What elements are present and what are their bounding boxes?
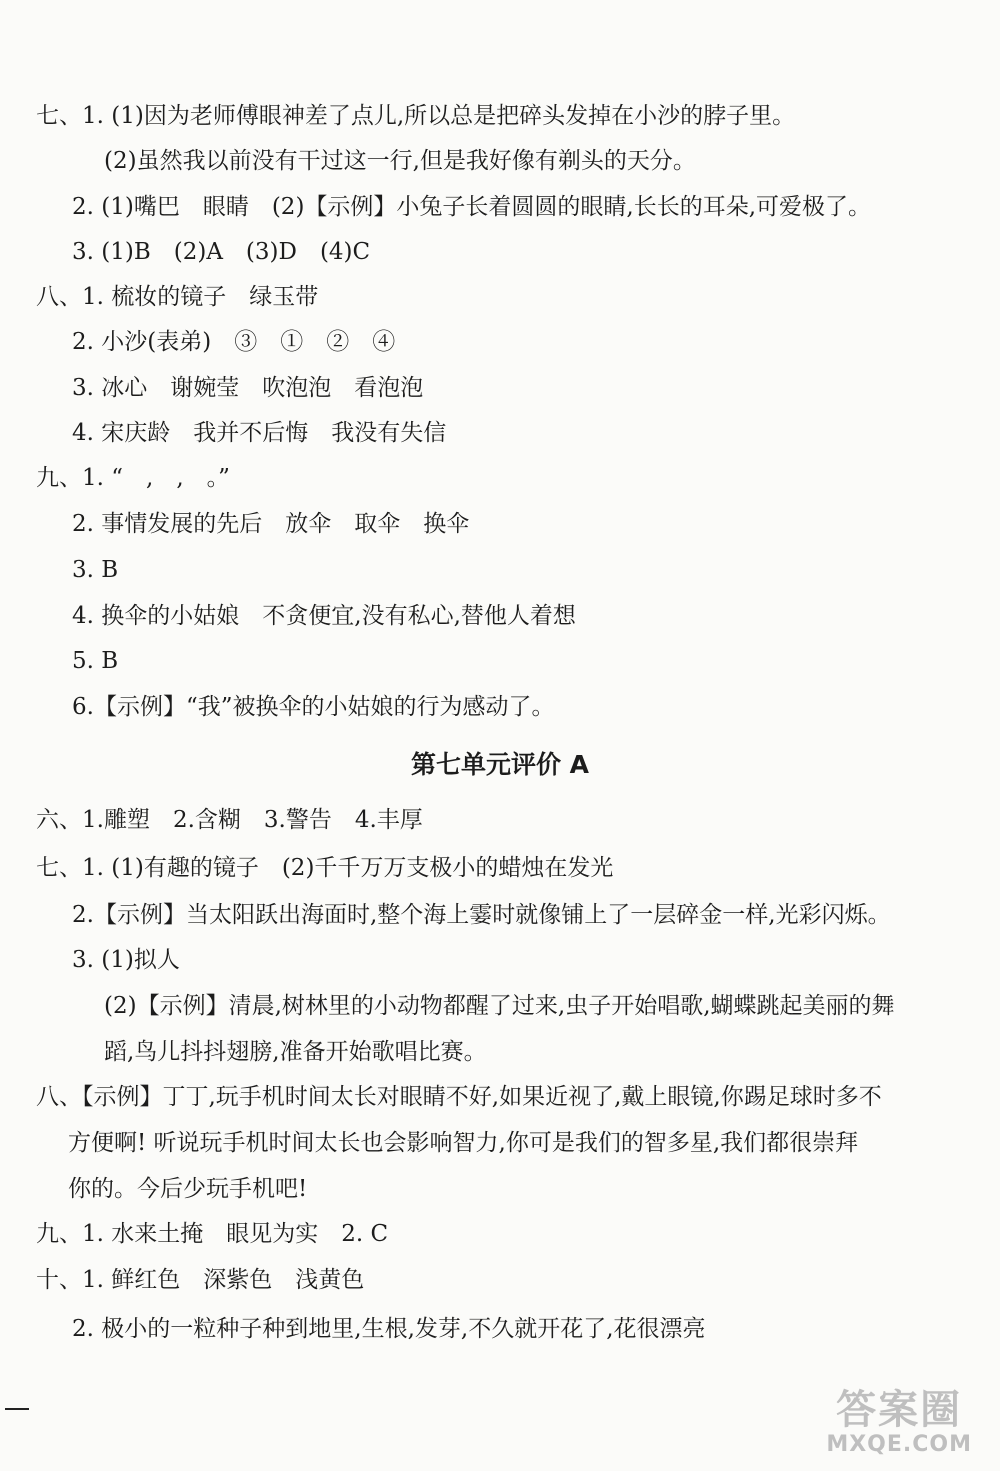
answer-line: 八、【示例】丁丁,玩手机时间太长对眼睛不好,如果近视了,戴上眼镜,你踢足球时多不: [36, 1084, 882, 1110]
answer-line: 九、1. “ , , 。”: [36, 465, 230, 491]
answer-line: 八、1. 梳妆的镜子 绿玉带: [36, 284, 319, 310]
answer-line: 6.【示例】“我”被换伞的小姑娘的行为感动了。: [72, 694, 555, 720]
answer-line: 你的。今后少玩手机吧!: [68, 1176, 308, 1202]
answer-line: 七、1. (1)因为老师傅眼神差了点儿,所以总是把碎头发掉在小沙的脖子里。: [36, 103, 796, 129]
answer-line: 3. (1)B (2)A (3)D (4)C: [72, 239, 371, 265]
watermark-logo: 答案圈: [836, 1387, 963, 1433]
answer-line: 3. B: [72, 557, 119, 583]
answer-line: 七、1. (1)有趣的镜子 (2)千千万万支极小的蜡烛在发光: [36, 855, 614, 881]
answer-line: 九、1. 水来土掩 眼见为实 2. C: [36, 1221, 389, 1247]
watermark: [826, 1388, 972, 1458]
answer-line: 方便啊! 听说玩手机时间太长也会影响智力,你可是我们的智多星,我们都很崇拜: [68, 1130, 859, 1156]
footer-rule: [5, 1408, 29, 1410]
answer-line: 2.【示例】当太阳跃出海面时,整个海上霎时就像铺上了一层碎金一样,光彩闪烁。: [72, 902, 891, 928]
answer-line: 六、1.雕塑 2.含糊 3.警告 4.丰厚: [36, 807, 423, 833]
answer-line: 2. (1)嘴巴 眼睛 (2)【示例】小兔子长着圆圆的眼睛,长长的耳朵,可爱极了。: [72, 194, 872, 220]
answer-line: 5. B: [72, 648, 119, 674]
watermark-url: MXQE.COM: [826, 1432, 972, 1457]
answer-line: 4. 换伞的小姑娘 不贪便宜,没有私心,替他人着想: [72, 603, 576, 629]
answer-line: 2. 小沙(表弟) ③ ① ② ④: [72, 329, 396, 355]
answer-line: 2. 极小的一粒种子种到地里,生根,发芽,不久就开花了,花很漂亮: [72, 1316, 706, 1342]
answer-line: 2. 事情发展的先后 放伞 取伞 换伞: [72, 511, 470, 537]
answer-line: 4. 宋庆龄 我并不后悔 我没有失信: [72, 420, 447, 446]
answer-line: 十、1. 鲜红色 深紫色 浅黄色: [36, 1267, 365, 1293]
answer-line: 3. 冰心 谢婉莹 吹泡泡 看泡泡: [72, 375, 424, 401]
answer-line: (2)虽然我以前没有干过这一行,但是我好像有剃头的天分。: [104, 148, 696, 174]
answer-line: 蹈,鸟儿抖抖翅膀,准备开始歌唱比赛。: [104, 1039, 487, 1065]
section-title: 第七单元评价 A: [410, 750, 590, 779]
answer-line: (2)【示例】清晨,树林里的小动物都醒了过来,虫子开始唱歌,蝴蝶跳起美丽的舞: [104, 993, 895, 1019]
answer-line: 3. (1)拟人: [72, 947, 180, 973]
